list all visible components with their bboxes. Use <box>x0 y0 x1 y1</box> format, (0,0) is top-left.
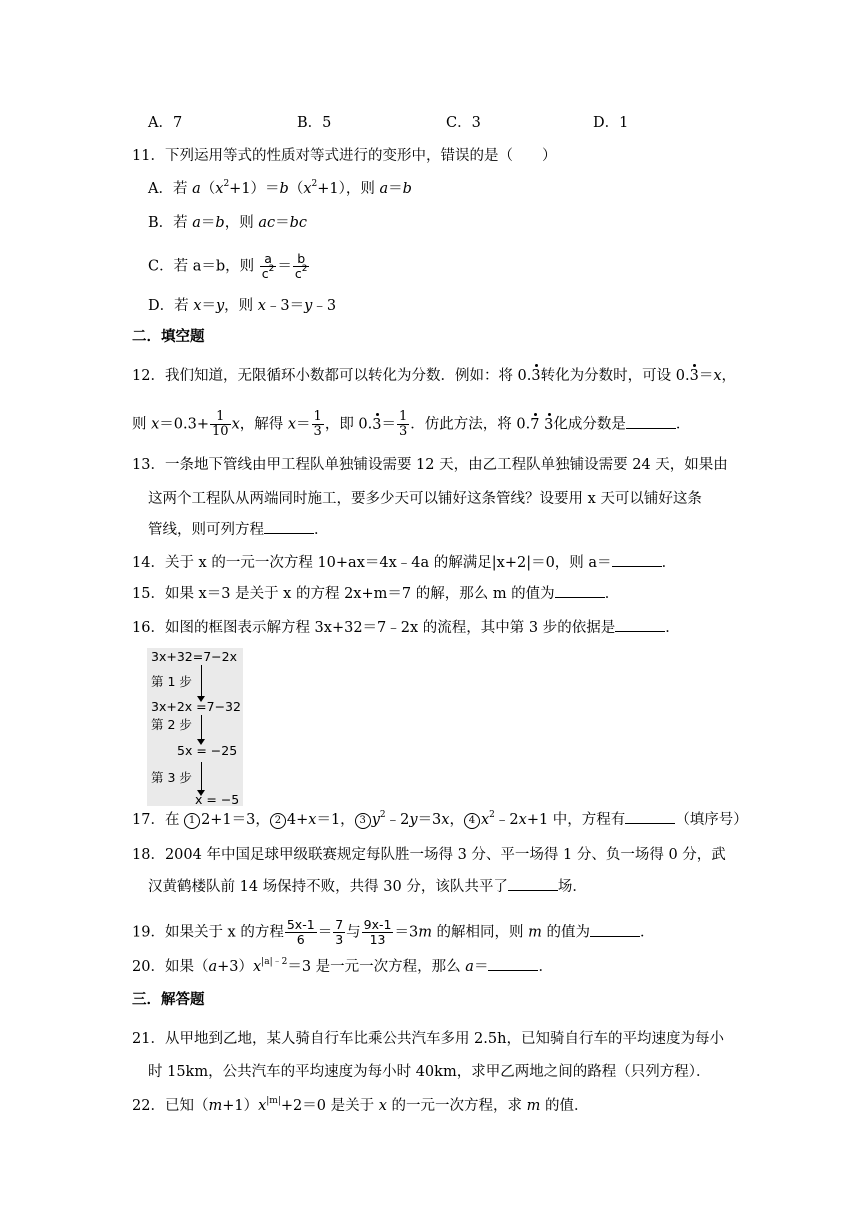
q21-line-1: 21．从甲地到乙地，某人骑自行车比乘公共汽车多用 2.5h，已知骑自行车的平均速度为每小 <box>132 1031 724 1047</box>
flow-equation-4: x = −5 <box>195 792 240 807</box>
flow-step-3: 第 3 步 <box>151 770 192 785</box>
q19: 19．如果关于 x 的方程 $\frac{5x-1}{6}$ ＝ $\frac{7}{3}$ 与 $\frac{9x-1}{13}$ ＝3m 的解相同，则 m 的值为 ． <box>132 917 655 947</box>
q17: 17．在 1 2+1＝3， 2 4+x＝1， 3 $y^2﹣2y=3x$， 4 $x^2﹣2x+1$ 中，方程有 （填序号） <box>132 810 748 828</box>
answer-blank <box>264 521 314 534</box>
q15: 15．如果 x＝3 是关于 x 的方程 2x+m＝7 的解，那么 m 的值为 ． <box>132 586 620 602</box>
q12-line-2: 则 x＝0.3+ $\frac{1}{10}$ x，解得 x＝ $\frac{1}{3}$ ，即 0.3＝ $\frac{1}{3}$ ．仿此方法，将 0.7 3化成分数是 ． <box>132 409 691 439</box>
answer-blank <box>488 958 538 971</box>
flow-equation-3: 5x = −25 <box>177 743 238 758</box>
q11-option-d: D．若 x＝y，则 x﹣3＝y﹣3 <box>148 298 337 314</box>
flow-equation-1: 3x+32=7−2x <box>151 649 237 664</box>
q13-line-3: 管线，则可列方程 ． <box>148 522 329 538</box>
q11-option-b: B．若 a＝b，则 ac＝bc <box>148 215 307 231</box>
q22: 22．已知$(m+1)x^{|m|}+2=0$ 是关于 x 的一元一次方程，求 m 的值． <box>132 1096 589 1114</box>
answer-blank <box>555 585 605 598</box>
q16: 16．如图的框图表示解方程 3x+32＝7﹣2x 的流程，其中第 3 步的依据是 ． <box>132 620 680 636</box>
flow-equation-2: 3x+2x =7−32 <box>151 699 241 714</box>
fraction-a-over-c2: $\frac{a}{c^2}$ <box>261 251 275 281</box>
q11-option-a: A．若 $a(x^2+1)=b(x^2+1)$，则 a＝b <box>148 179 412 197</box>
q13-line-2: 这两个工程队从两端同时施工，要多少天可以铺好这条管线？设要用 x 天可以铺好这条 <box>148 491 702 507</box>
solution-flowchart <box>147 648 243 776</box>
q10-option-b: B．5 <box>297 115 332 131</box>
answer-blank <box>615 619 665 632</box>
q10-option-c: C．3 <box>446 115 481 131</box>
fraction-b-over-c2: $\frac{b}{c^2}$ <box>294 251 308 281</box>
q10-option-a: A．7 <box>148 115 183 131</box>
section-2-heading: 二．填空题 <box>132 328 205 345</box>
q21-line-2: 时 15km，公共汽车的平均速度为每小时 40km，求甲乙两地之间的路程（只列方程）． <box>148 1064 711 1080</box>
flow-step-2: 第 2 步 <box>151 717 192 732</box>
q11-option-c: C．若 a＝b，则 $\frac{a}{c^2}$ ＝ $\frac{b}{c^2}$ <box>148 251 308 281</box>
q18-line-2: 汉黄鹤楼队前 14 场保持不败，共得 30 分，该队共平了 场． <box>148 879 587 895</box>
answer-blank <box>626 416 676 429</box>
solution-flowchart-lower <box>147 770 243 807</box>
flow-step-1: 第 1 步 <box>151 674 192 689</box>
answer-blank <box>590 924 640 937</box>
q10-option-d: D．1 <box>593 115 629 131</box>
section-3-heading: 三．解答题 <box>132 991 205 1008</box>
answer-blank <box>612 554 662 567</box>
q14: 14．关于 x 的一元一次方程 10+ax＝4x﹣4a 的解满足|x+2|＝0，则 a＝ ． <box>132 555 677 571</box>
answer-blank <box>508 878 558 891</box>
q20: 20．如果$(a+3)x^{|a|﹣2}=3$ 是一元一次方程，那么 a＝ ． <box>132 957 553 975</box>
q12-line-1: 12．我们知道，无限循环小数都可以转化为分数．例如：将 0.3转化为分数时，可设 0.3＝x， <box>132 368 737 384</box>
answer-blank <box>625 811 675 824</box>
q11-stem: 11．下列运用等式的性质对等式进行的变形中，错误的是（ ） <box>132 148 557 164</box>
q13-line-1: 13．一条地下管线由甲工程队单独铺设需要 12 天，由乙工程队单独铺设需要 24 天，如果由 <box>132 457 728 473</box>
q18-line-1: 18．2004 年中国足球甲级联赛规定每队胜一场得 3 分、平一场得 1 分、负一场得 0 分，武 <box>132 847 726 863</box>
